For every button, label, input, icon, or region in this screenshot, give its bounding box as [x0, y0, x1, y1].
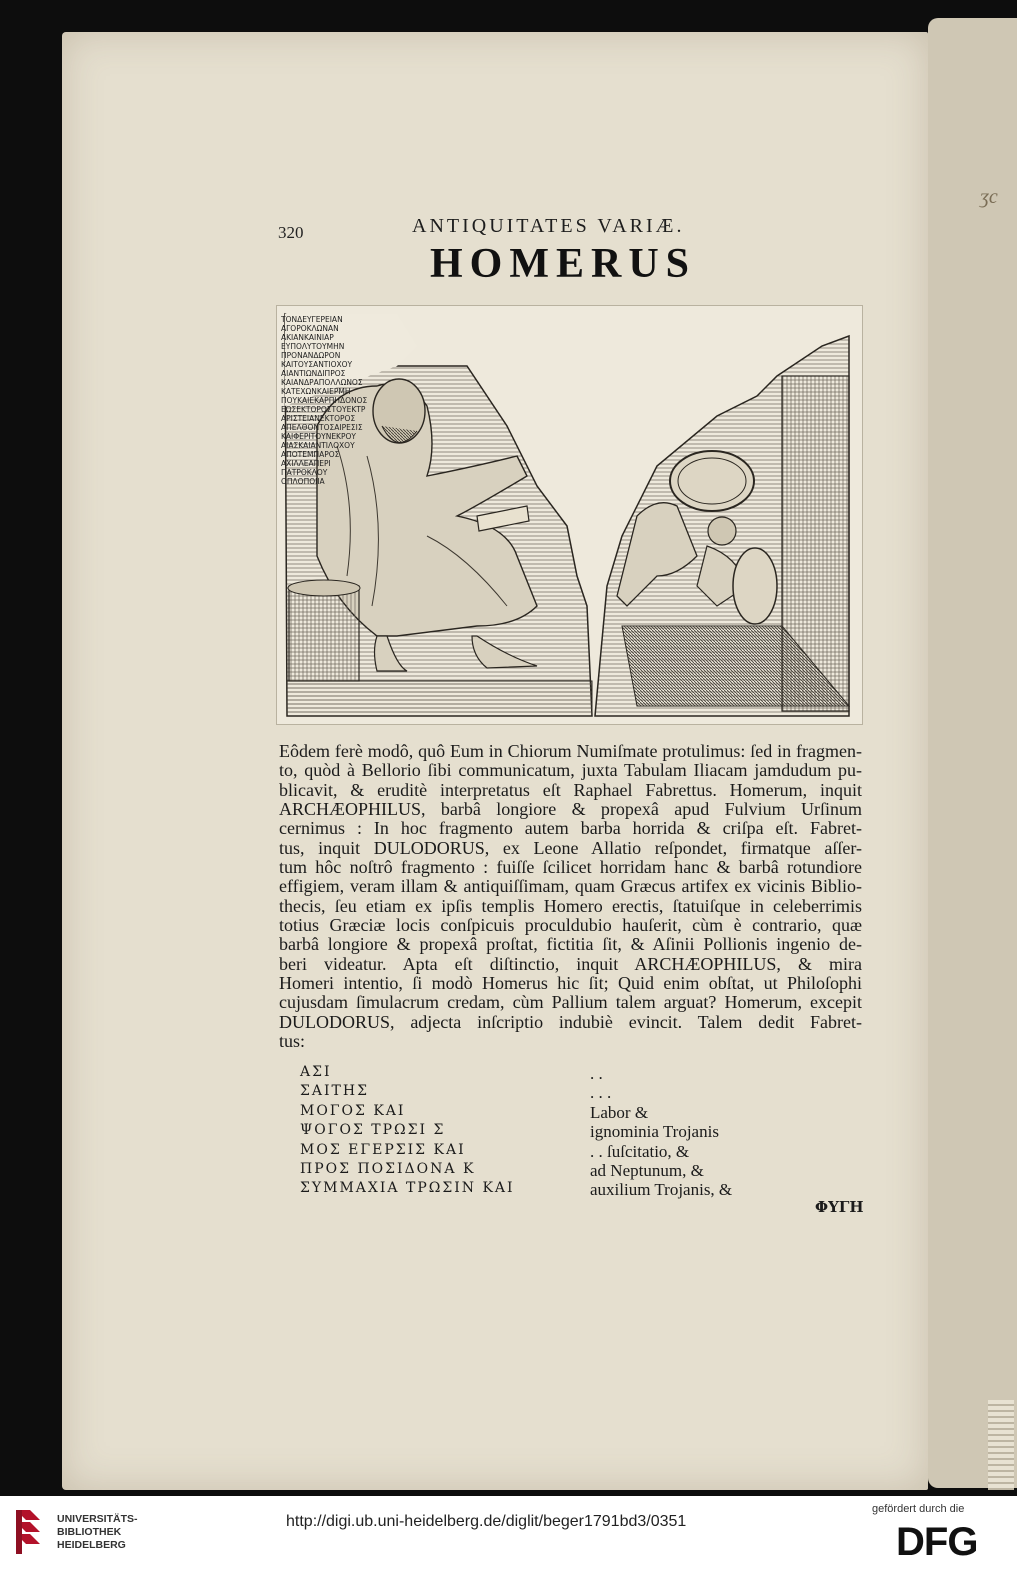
inscription-line: ΚΑΙΦΕΡΙΤΟΥΝΕΚΡΟΥ [281, 432, 356, 441]
running-head: ANTIQUITATES VARIÆ. [412, 215, 685, 237]
inscription-line: ΑΓΟΡΟΚΛΩΝΑΝ [281, 324, 339, 333]
text-line: to, quòd à Bellorio ſibi communicatum, juxta Tabulam Iliacam jamdudum pu- [279, 760, 862, 781]
inscription-transcription-table [300, 1064, 770, 1200]
inscription-line: ΠΑΤΡΟΚΛΟΥ [281, 468, 328, 477]
greek-cell: ΜΟΓΟΣ ΚΑΙ [300, 1102, 406, 1119]
text-line: tus, inquit DULODORUS, ex Leone Allatio reſpondet, firmatque aſſer- [279, 837, 862, 858]
page-number: 320 [278, 223, 304, 242]
inscription-line: ΑΙΑΝΤΙΩΝΔΙΠΡΟΣ [281, 369, 346, 378]
text-line: Eôdem ferè modô, quô Eum in Chiorum Numiſmate protulimus: ſed in fragmen- [279, 741, 862, 761]
page-edges [988, 1400, 1014, 1490]
inscription-line: ΚΑΙΤΟΥΣΑΝΤΙΟΧΟΥ [281, 360, 353, 369]
inscription-line: ΟΠΛΟΠΟΙΙΑ [281, 477, 325, 486]
dfg-logo[interactable]: DFG [896, 1520, 978, 1564]
library-name[interactable] [57, 1513, 138, 1552]
latin-cell: ignominia Trojanis [590, 1122, 719, 1142]
facing-page-mark: ʒc [980, 186, 998, 208]
body-paragraph [279, 742, 862, 1052]
greek-cell: ΜΟΣ ΕΓΕΡΣΙΣ ΚΑΙ [300, 1141, 466, 1158]
inscription-line: ΚΑΤΕΧΩΝΚΑΙΕΡΜΗ [281, 387, 351, 396]
table-row [300, 1064, 770, 1083]
inscription-line: ΑΡΙΣΤΕΙΑΝΕΚΤΟΡΟΣ [281, 414, 356, 423]
university-library-logo-icon[interactable] [10, 1504, 48, 1560]
relief-inscription [281, 315, 409, 486]
viewer-footer [0, 1496, 1017, 1581]
latin-cell: Labor & [590, 1102, 649, 1122]
text-line: ARCHÆOPHILUS, barbâ longiore & propexâ apud Fulvium Urſinum [279, 799, 862, 820]
inscription-line: ΑΠΕΛΘΟΝΤΟΣΑΙΡΕΣΙΣ [281, 423, 363, 432]
inscription-line: ΕΥΠΟΛΥΤΟΥΜΗΝ [281, 342, 345, 351]
table-row [300, 1103, 770, 1122]
inscription-line: ΠΟΥΚΑΙΕΚΑΡΠΗΔΟΝΟΣ [281, 396, 368, 405]
inscription-line: ΑΧΙΛΛΕΑΠΕΡΙ [281, 459, 331, 468]
library-name-line: HEIDELBERG [57, 1539, 126, 1551]
table-row [300, 1083, 770, 1102]
text-line: tus: [279, 1031, 306, 1052]
inscription-line: ΑΚΙΑΝΚΑΙΝΙΑΡ [281, 333, 334, 342]
greek-cell: ΨΟΓΟΣ ΤΡΩΣΙ Σ [300, 1122, 446, 1139]
inscription-line: ΚΑΙΑΝΔΡΑΠΟΛΛΩΝΟΣ [281, 378, 363, 387]
latin-cell: ad Neptunum, & [590, 1160, 704, 1180]
text-line: DULODORUS, adjecta inſcriptio indubiè evincit. Talem dedit Fabret- [279, 1011, 862, 1032]
library-name-line: UNIVERSITÄTS- [57, 1513, 138, 1525]
inscription-line: ΑΙΑΣΚΑΙΑΝΤΙΛΟΧΟΥ [281, 441, 355, 450]
permalink[interactable]: http://digi.ub.uni-heidelberg.de/diglit/beger1791bd3/0351 [286, 1513, 687, 1530]
text-line: beri videatur. Apta eſt diſtinctio, inquit ARCHÆOPHILUS, & mira [279, 953, 862, 974]
library-name-line: BIBLIOTHEK [57, 1526, 122, 1538]
inscription-line: ΑΠΟΤΕΜΠΑΡΟΣ [281, 450, 340, 459]
table-row [300, 1142, 770, 1161]
text-line: blicavit, & eruditè interpretatus eſt Raphael Fabrettus. Homerum, inquit [279, 779, 862, 800]
text-line: tum hôc noſtrô fragmento : fuiſſe ſcilicet horridam hanc & barbâ rotundiore [279, 857, 862, 878]
text-line: totius Græciæ locis conſpicuis proculdubio hauſerit, cùm è contrario, quæ [279, 915, 862, 936]
funding-note: gefördert durch die [872, 1503, 965, 1515]
page-title: HOMERUS [430, 241, 697, 287]
catchword: ΦΥΓΗ [815, 1198, 864, 1216]
latin-cell: auxilium Trojanis, & [590, 1180, 733, 1200]
text-line: Homeri intentio, ſi modò Homerus hic ſit; Quid enim obſtat, ut Philoſophi [279, 973, 862, 994]
text-line: thecis, ſeu etiam ex ipſis templis Homero erectis, ſtatuiſque in celeberrimis [279, 895, 862, 916]
facing-page [928, 18, 1017, 1488]
text-line: cujusdam ſimulacrum credam, cùm Pallium talem arguat? Homerum, excepit [279, 992, 862, 1013]
inscription-line: ΠΡΟΝΑΝΔΩΡΟΝ [281, 351, 341, 360]
latin-cell: . . ſuſcitatio, & [590, 1141, 690, 1161]
text-line: effigiem, veram illam & antiquiſſimam, quam Græcus artifex ex vicinis Biblio- [279, 876, 862, 897]
greek-cell: ΑΣΙ [300, 1064, 332, 1080]
greek-cell: ΣΥΜΜΑΧΙΑ ΤΡΩΣΙΝ ΚΑΙ [300, 1180, 515, 1197]
inscription-line: ΤΟΝΔΕΥΓΕΡΕΙΑΝ [281, 315, 343, 324]
greek-cell: ΣΑΙΤΗΣ [300, 1083, 369, 1100]
table-row [300, 1122, 770, 1141]
table-row [300, 1161, 770, 1180]
text-line: barbâ longiore & propexâ proſtat, fictitia ſit, & Aſinii Pollionis ingenio de- [279, 934, 862, 955]
latin-cell: . . . [590, 1083, 612, 1103]
latin-cell: . . [590, 1064, 603, 1083]
greek-cell: ΠΡΟΣ ΠΟΣΙΔΟΝΑ Κ [300, 1160, 476, 1177]
inscription-line: ΕΩΣΕΚΤΟΡΟΣΤΟΥΕΚΤΡ [281, 405, 366, 414]
table-row [300, 1180, 770, 1199]
text-line: cernimus : In hoc fragmento autem barba horrida & criſpa eſt. Fabret- [279, 818, 862, 839]
